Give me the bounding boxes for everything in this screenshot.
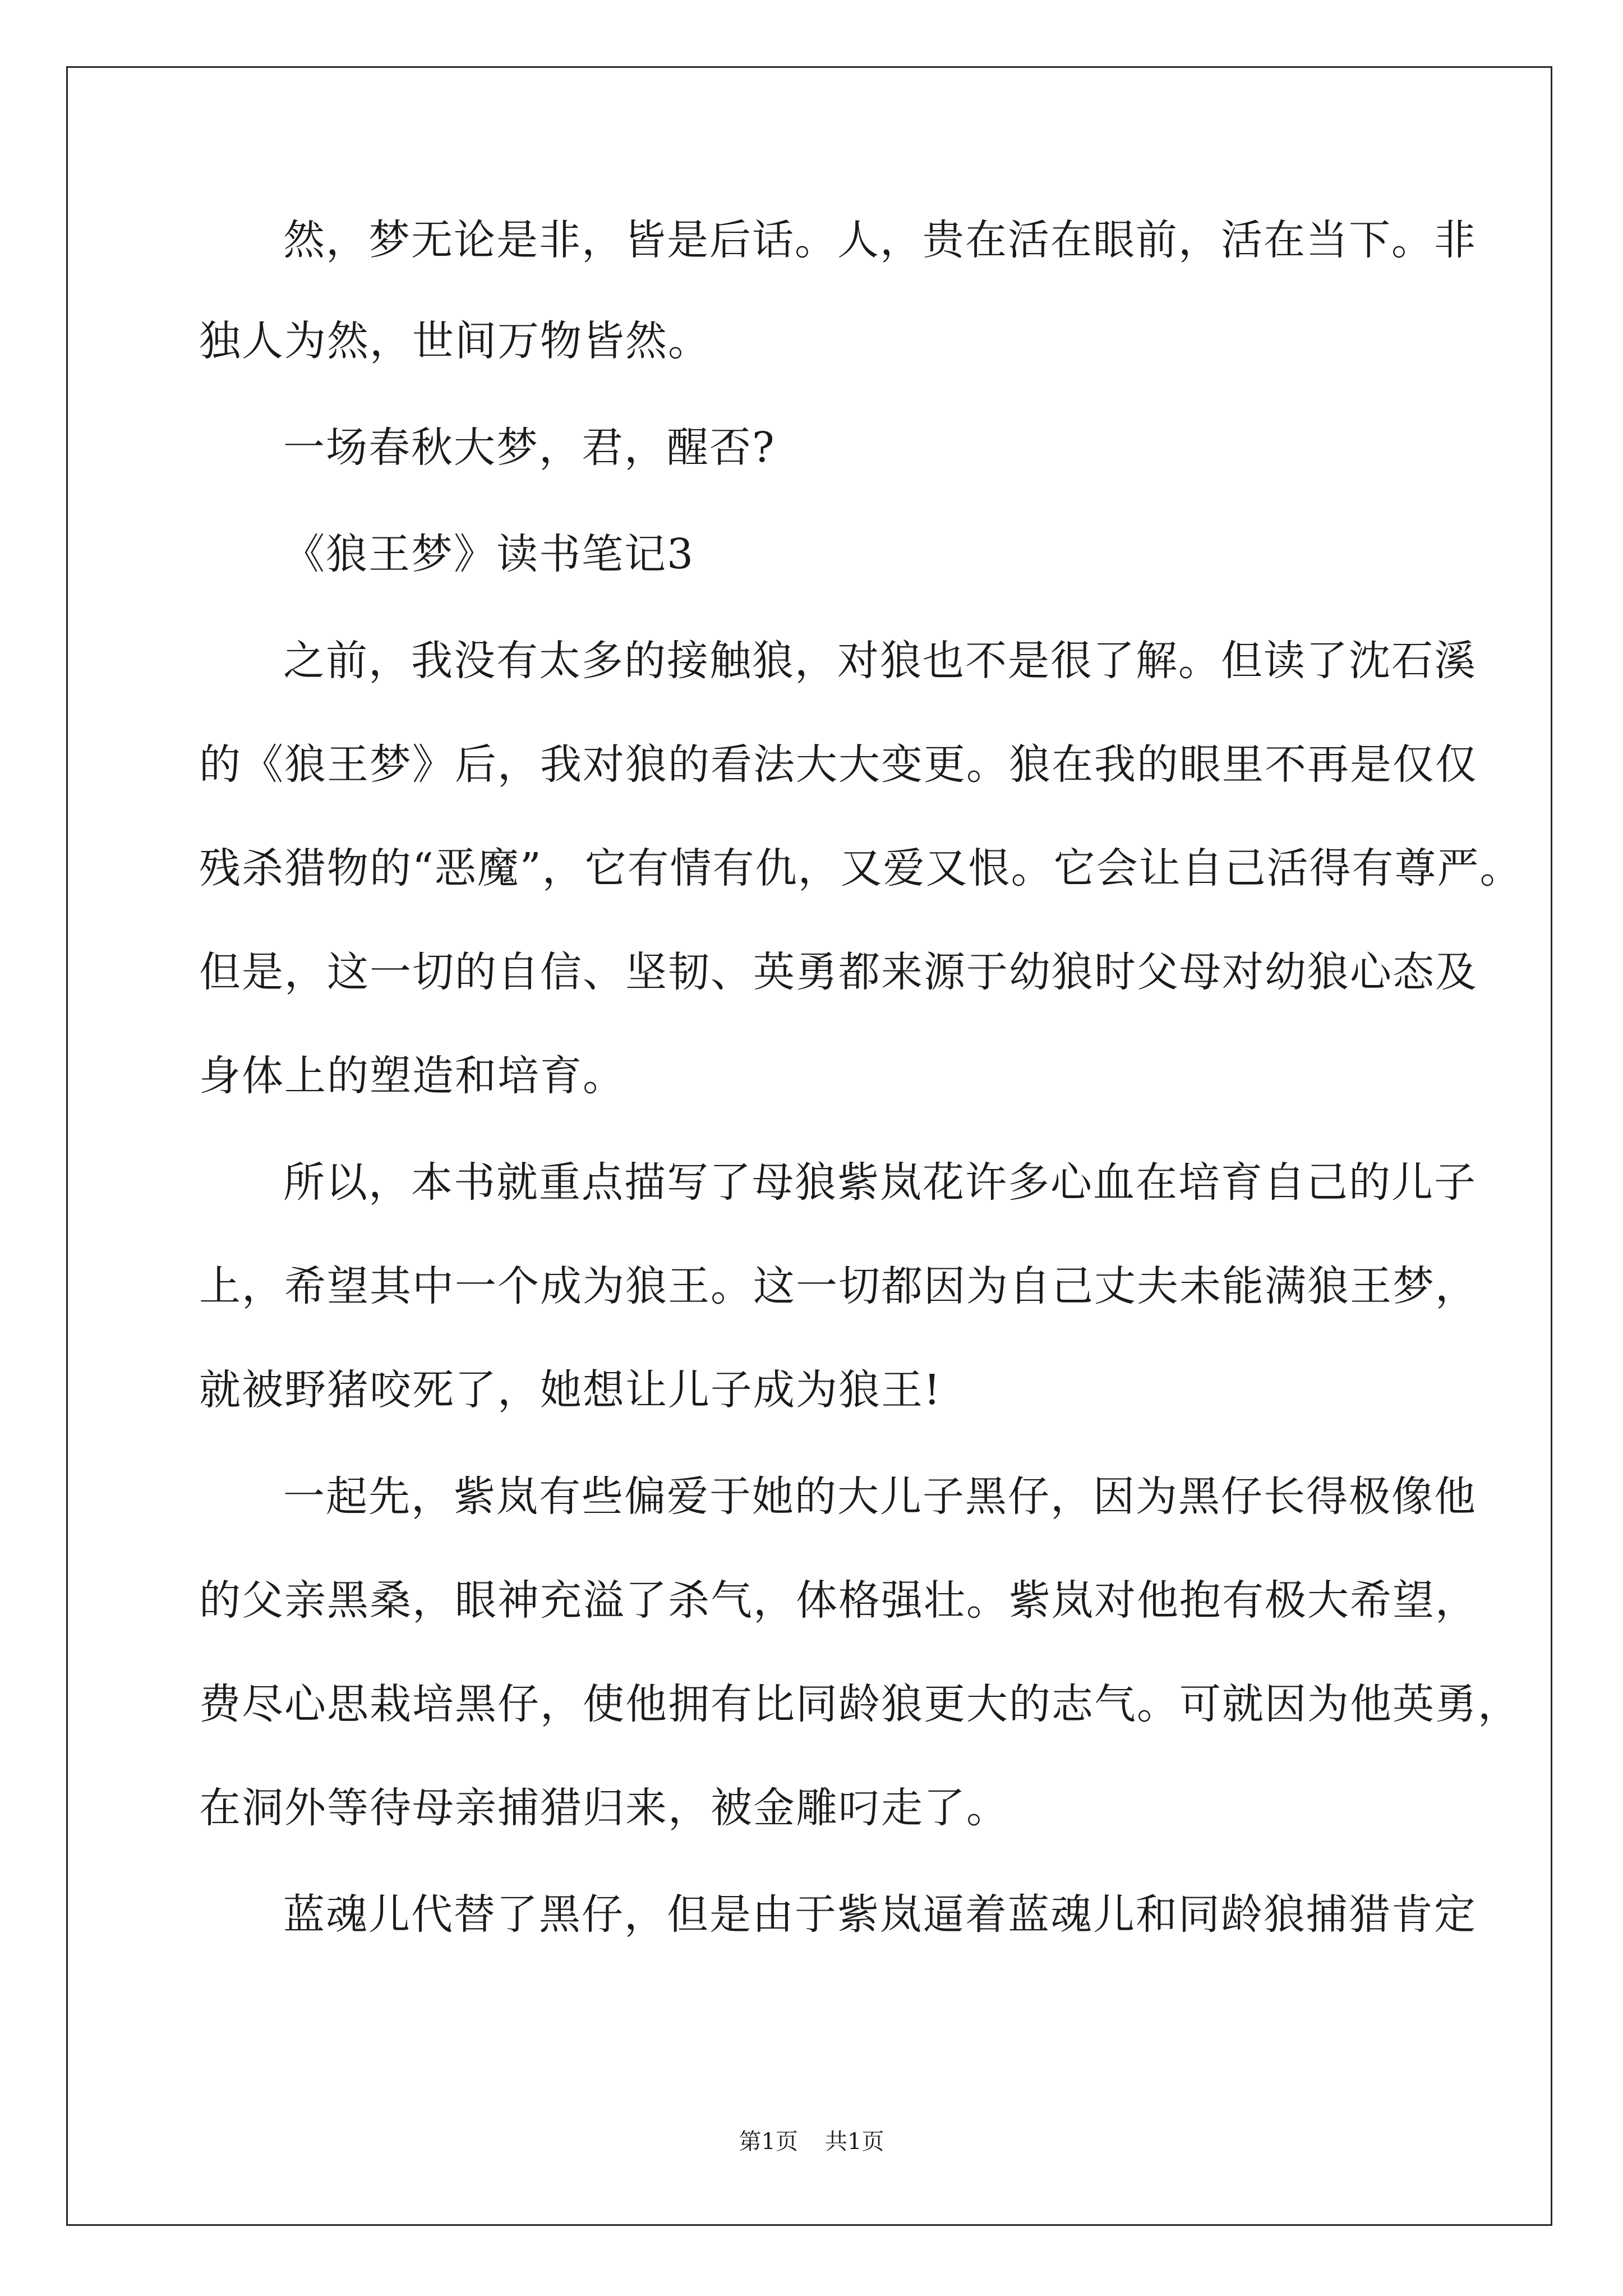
text-line: 上，希望其中一个成为狼王。这一切都因为自己丈夫未能满狼王梦， <box>199 1262 1478 1310</box>
text-line: 费尽心思栽培黑仔，使他拥有比同龄狼更大的志气。可就因为他英勇， <box>199 1680 1520 1728</box>
text-line: 然，梦无论是非，皆是后话。人，贵在活在眼前，活在当下。非 <box>283 216 1477 264</box>
text-line: 残杀猎物的“恶魔”，它有情有仇，又爱又恨。它会让自己活得有尊严。 <box>199 844 1523 892</box>
text-line: 一场春秋大梦，君，醒否? <box>283 424 776 472</box>
text-line: 但是，这一切的自信、坚韧、英勇都来源于幼狼时父母对幼狼心态及 <box>199 948 1478 996</box>
text-line: 蓝魂儿代替了黑仔，但是由于紫岚逼着蓝魂儿和同龄狼捕猎肯定 <box>283 1890 1477 1939</box>
text-line: 的《狼王梦》后，我对狼的看法大大变更。狼在我的眼里不再是仅仅 <box>199 740 1478 789</box>
text-line: 的父亲黑桑，眼神充溢了杀气，体格强壮。紫岚对他抱有极大希望， <box>199 1576 1478 1625</box>
text-line: 就被野猪咬死了，她想让儿子成为狼王! <box>199 1366 942 1414</box>
section-heading: 《狼王梦》读书笔记3 <box>283 530 695 578</box>
text-line: 独人为然，世间万物皆然。 <box>199 317 711 365</box>
page-total: 共1页 <box>825 2129 884 2155</box>
text-line: 一起先，紫岚有些偏爱于她的大儿子黑仔，因为黑仔长得极像他 <box>283 1473 1477 1521</box>
text-line: 身体上的塑造和培育。 <box>199 1052 625 1100</box>
text-line: 之前，我没有太多的接触狼，对狼也不是很了解。但读了沈石溪 <box>283 637 1477 685</box>
page-footer <box>0 2126 1623 2157</box>
page-number: 第1页 <box>739 2129 798 2155</box>
text-line: 在洞外等待母亲捕猎归来，被金雕叼走了。 <box>199 1784 1009 1832</box>
text-line: 所以，本书就重点描写了母狼紫岚花许多心血在培育自己的儿子 <box>283 1158 1477 1207</box>
